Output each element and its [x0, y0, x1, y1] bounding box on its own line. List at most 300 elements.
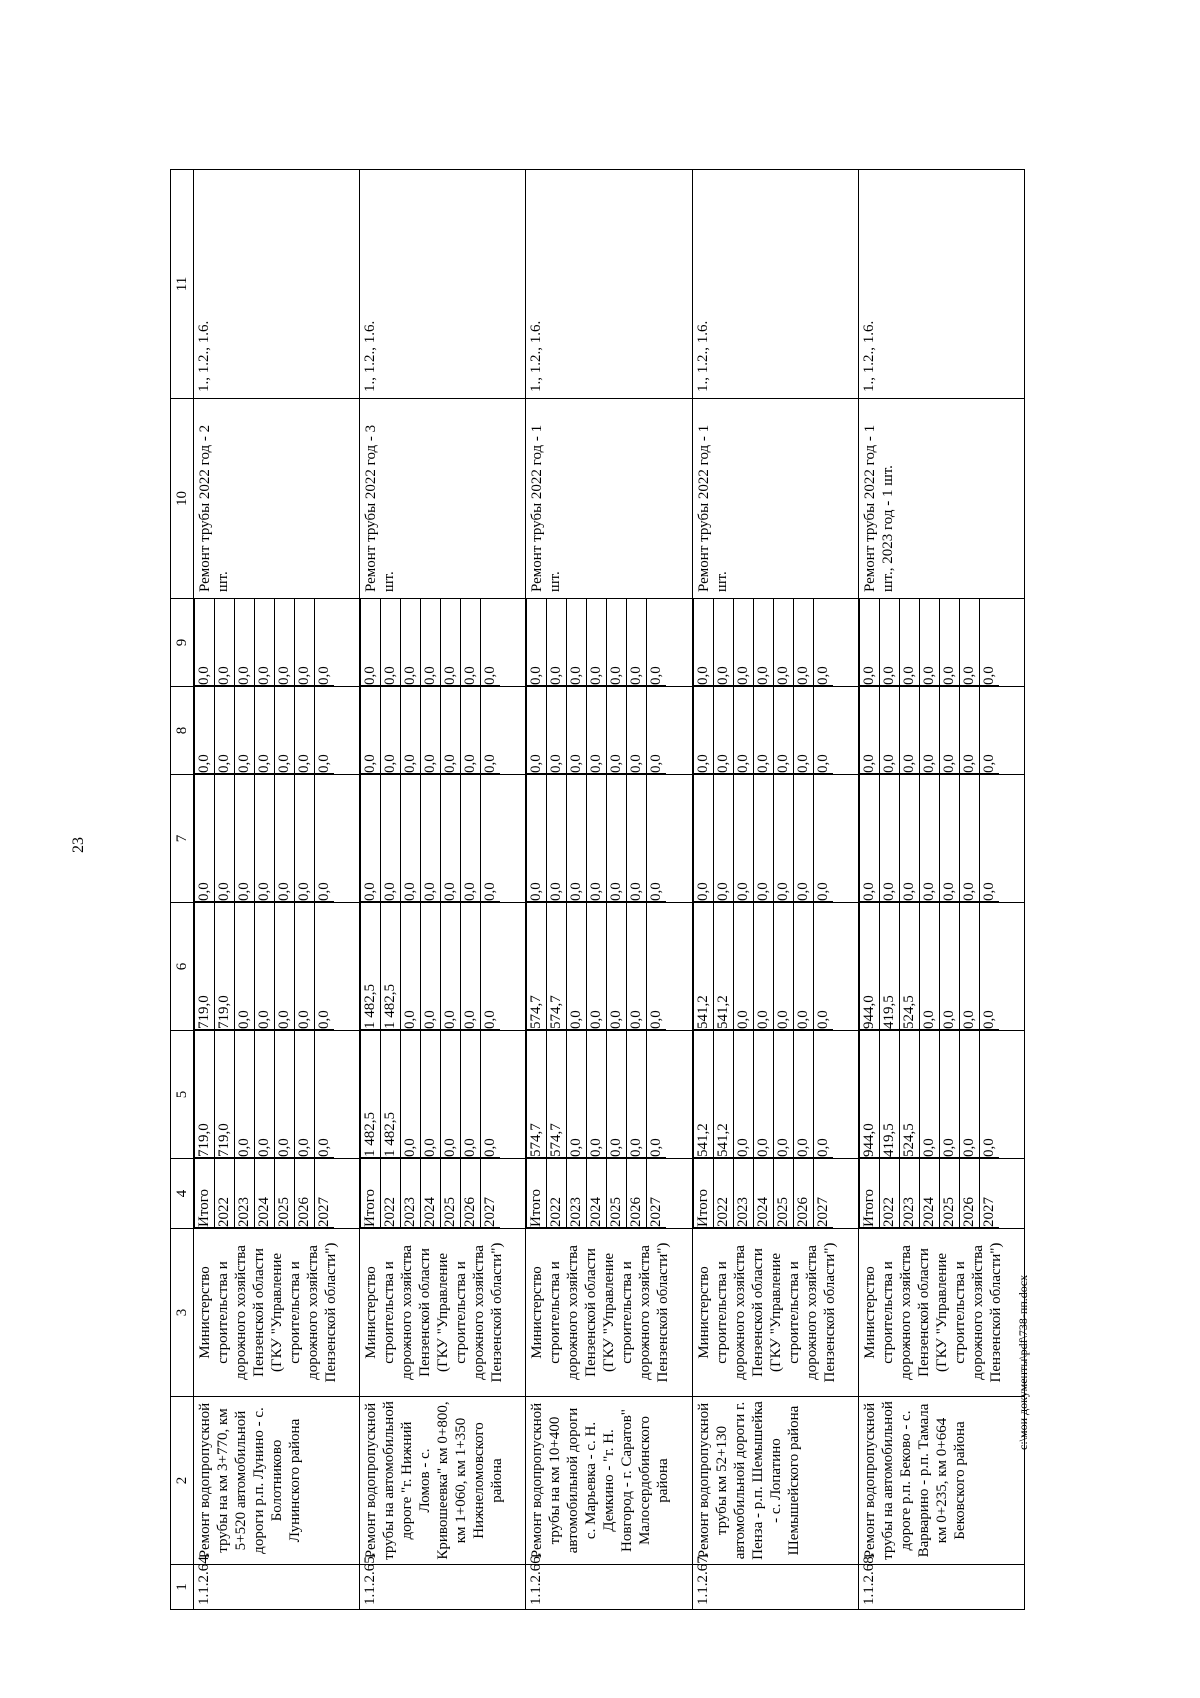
- value-cell: 1 482,5: [361, 903, 381, 1030]
- value-row: [315, 687, 335, 774]
- value-cell: 0,0: [647, 599, 667, 686]
- value-row: [461, 599, 481, 686]
- executor: Министерство строительства и дорожного хозяйства Пензенской области (ГКУ "Управление строительства и дорожного хозяйства Пензенской области"): [692, 1229, 858, 1397]
- value-cell: 0,0: [607, 775, 627, 902]
- value-row: [859, 1031, 879, 1158]
- value-cell: 0,0: [255, 1031, 275, 1158]
- value-cell: 2023: [567, 1159, 587, 1228]
- value-cell: 0,0: [979, 1031, 999, 1158]
- value-row: [421, 1031, 441, 1158]
- value-cell: 0,0: [587, 1031, 607, 1158]
- expected-result: Ремонт трубы 2022 год - 1 шт.: [692, 399, 858, 599]
- value-row: [215, 775, 235, 902]
- column-header-3: 3: [171, 1229, 194, 1397]
- values-c6: [858, 903, 1024, 1031]
- value-row: [607, 1031, 627, 1158]
- table-row: [858, 170, 1024, 1610]
- value-row: [793, 1031, 813, 1158]
- value-row: [481, 599, 501, 686]
- column-header-6: 6: [171, 903, 194, 1031]
- value-cell: 0,0: [255, 903, 275, 1030]
- value-cell: 0,0: [899, 687, 919, 774]
- value-row: [979, 687, 999, 774]
- value-row: [879, 599, 899, 686]
- value-row: [481, 1031, 501, 1158]
- values-list-c7: [859, 775, 999, 902]
- value-row: [547, 687, 567, 774]
- values-list-c6: [526, 903, 666, 1030]
- value-row: [461, 775, 481, 902]
- value-cell: 0,0: [255, 687, 275, 774]
- value-cell: 0,0: [693, 599, 713, 686]
- value-row: [567, 599, 587, 686]
- value-cell: 0,0: [607, 1031, 627, 1158]
- value-row: [959, 775, 979, 902]
- value-cell: 0,0: [713, 599, 733, 686]
- value-cell: 0,0: [733, 687, 753, 774]
- executor: Министерство строительства и дорожного хозяйства Пензенской области (ГКУ "Управление строительства и дорожного хозяйства Пензенской области"): [526, 1229, 692, 1397]
- value-cell: 0,0: [441, 903, 461, 1030]
- event-name: Ремонт водопропускной трубы на автомобильной дороге "г. Нижний Ломов - с. Кривошеевка" км 0+800, км 1+060, км 1+350 Нижнеломовского района: [360, 1397, 526, 1565]
- values-c9: [858, 599, 1024, 687]
- row-number: 1.1.2.65.: [360, 1565, 526, 1610]
- value-row: [215, 1031, 235, 1158]
- values-c9: [692, 599, 858, 687]
- value-row: [235, 1159, 255, 1228]
- indicators: 1., 1.2., 1.6.: [194, 170, 360, 399]
- value-row: [607, 599, 627, 686]
- value-cell: 2027: [813, 1159, 833, 1228]
- value-cell: 0,0: [547, 775, 567, 902]
- value-cell: 0,0: [295, 687, 315, 774]
- value-cell: 0,0: [753, 775, 773, 902]
- value-cell: 719,0: [195, 903, 215, 1030]
- value-row: [215, 1159, 235, 1228]
- value-row: [481, 903, 501, 1030]
- value-cell: 1 482,5: [381, 903, 401, 1030]
- value-row: [361, 1031, 381, 1158]
- value-cell: 0,0: [793, 1031, 813, 1158]
- value-cell: 2025: [441, 1159, 461, 1228]
- value-row: [959, 687, 979, 774]
- value-cell: 574,7: [547, 903, 567, 1030]
- value-cell: 0,0: [693, 775, 713, 902]
- value-cell: 0,0: [215, 687, 235, 774]
- value-row: [627, 599, 647, 686]
- value-cell: 541,2: [693, 903, 713, 1030]
- value-row: [753, 775, 773, 902]
- value-cell: 0,0: [275, 687, 295, 774]
- values-list-c8: [693, 687, 833, 774]
- value-row: [647, 775, 667, 902]
- value-cell: 0,0: [215, 775, 235, 902]
- value-row: [275, 687, 295, 774]
- value-row: [607, 1159, 627, 1228]
- value-row: [713, 1159, 733, 1228]
- value-cell: 524,5: [899, 1031, 919, 1158]
- value-row: [879, 687, 899, 774]
- value-cell: 0,0: [295, 903, 315, 1030]
- values-c7: [360, 775, 526, 903]
- value-row: [879, 1031, 899, 1158]
- value-row: [899, 775, 919, 902]
- value-row: [647, 903, 667, 1030]
- value-cell: 0,0: [567, 1031, 587, 1158]
- values-list-c8: [360, 687, 500, 774]
- value-row: [713, 599, 733, 686]
- value-row: [567, 687, 587, 774]
- value-row: [793, 599, 813, 686]
- value-row: [441, 903, 461, 1030]
- value-cell: 2026: [959, 1159, 979, 1228]
- footer-file-path: c:\мои документы\pdf\738-пп.docx: [1016, 1274, 1030, 1450]
- value-cell: 0,0: [567, 599, 587, 686]
- value-cell: 0,0: [235, 599, 255, 686]
- value-row: [713, 903, 733, 1030]
- value-cell: 419,5: [879, 1031, 899, 1158]
- value-row: [627, 903, 647, 1030]
- column-header-8: 8: [171, 687, 194, 775]
- value-row: [315, 1031, 335, 1158]
- value-row: [979, 903, 999, 1030]
- value-cell: 0,0: [401, 775, 421, 902]
- value-cell: 0,0: [879, 599, 899, 686]
- value-cell: 0,0: [959, 599, 979, 686]
- value-row: [315, 1159, 335, 1228]
- value-row: [959, 599, 979, 686]
- value-row: [361, 599, 381, 686]
- value-cell: 0,0: [421, 903, 441, 1030]
- value-cell: 0,0: [959, 903, 979, 1030]
- values-c5: [858, 1031, 1024, 1159]
- value-row: [813, 775, 833, 902]
- value-row: [793, 1159, 813, 1228]
- values-list-c5: [859, 1031, 999, 1158]
- value-row: [381, 687, 401, 774]
- table-row: [194, 170, 360, 1610]
- value-row: [939, 903, 959, 1030]
- value-row: [813, 687, 833, 774]
- value-cell: 719,0: [215, 1031, 235, 1158]
- value-row: [421, 903, 441, 1030]
- expected-result: Ремонт трубы 2022 год - 2 шт.: [194, 399, 360, 599]
- value-cell: 0,0: [315, 687, 335, 774]
- value-cell: 0,0: [421, 1031, 441, 1158]
- value-row: [421, 687, 441, 774]
- value-cell: 2024: [587, 1159, 607, 1228]
- value-row: [255, 775, 275, 902]
- value-cell: 0,0: [793, 599, 813, 686]
- value-cell: 0,0: [255, 775, 275, 902]
- program-table: [170, 169, 1025, 1610]
- value-cell: 0,0: [441, 687, 461, 774]
- value-cell: 0,0: [647, 687, 667, 774]
- value-cell: 0,0: [401, 599, 421, 686]
- values-c8: [692, 687, 858, 775]
- value-row: [813, 1031, 833, 1158]
- value-cell: 2024: [919, 1159, 939, 1228]
- value-row: [859, 599, 879, 686]
- value-cell: 0,0: [647, 903, 667, 1030]
- value-row: [255, 599, 275, 686]
- value-cell: 0,0: [361, 599, 381, 686]
- value-row: [235, 599, 255, 686]
- value-cell: 0,0: [315, 775, 335, 902]
- table-body: [194, 170, 1025, 1610]
- value-row: [627, 1031, 647, 1158]
- value-cell: 0,0: [421, 775, 441, 902]
- value-cell: 0,0: [587, 599, 607, 686]
- value-row: [361, 775, 381, 902]
- value-cell: 0,0: [195, 599, 215, 686]
- value-cell: 0,0: [733, 903, 753, 1030]
- value-row: [527, 599, 547, 686]
- value-cell: 2023: [899, 1159, 919, 1228]
- value-row: [919, 599, 939, 686]
- value-cell: 0,0: [421, 599, 441, 686]
- value-cell: 0,0: [195, 687, 215, 774]
- value-row: [627, 687, 647, 774]
- value-cell: 0,0: [421, 687, 441, 774]
- value-row: [295, 687, 315, 774]
- value-cell: 0,0: [315, 1031, 335, 1158]
- event-name: Ремонт водопропускной трубы на км 10+400 автомобильной дороги с. Марьевка - с. Н. Демкино - "г. Н. Новгород - г. Саратов" Малосердобинского района: [526, 1397, 692, 1565]
- value-cell: 0,0: [361, 775, 381, 902]
- value-cell: 0,0: [275, 1031, 295, 1158]
- value-cell: 0,0: [235, 687, 255, 774]
- value-cell: 944,0: [859, 903, 879, 1030]
- value-cell: 0,0: [275, 903, 295, 1030]
- value-row: [381, 775, 401, 902]
- value-cell: 0,0: [481, 903, 501, 1030]
- value-cell: 0,0: [481, 599, 501, 686]
- value-cell: 0,0: [733, 599, 753, 686]
- table-row: [360, 170, 526, 1610]
- values-list-c9: [360, 599, 500, 686]
- value-cell: 2022: [879, 1159, 899, 1228]
- value-cell: Итого: [195, 1159, 215, 1228]
- value-cell: 0,0: [793, 687, 813, 774]
- value-row: [713, 1031, 733, 1158]
- value-cell: 2026: [627, 1159, 647, 1228]
- value-row: [693, 687, 713, 774]
- value-row: [587, 903, 607, 1030]
- values-list-c6: [859, 903, 999, 1030]
- value-row: [647, 1031, 667, 1158]
- value-cell: 541,2: [713, 903, 733, 1030]
- column-header-1: 1: [171, 1565, 194, 1610]
- value-row: [899, 903, 919, 1030]
- value-row: [195, 903, 215, 1030]
- expected-result: Ремонт трубы 2022 год - 3 шт.: [360, 399, 526, 599]
- value-cell: 0,0: [527, 687, 547, 774]
- value-cell: 0,0: [235, 1031, 255, 1158]
- value-row: [195, 599, 215, 686]
- indicators: 1., 1.2., 1.6.: [858, 170, 1024, 399]
- values-list-c9: [693, 599, 833, 686]
- values-list-c9: [526, 599, 666, 686]
- column-header-9: 9: [171, 599, 194, 687]
- value-cell: 0,0: [567, 903, 587, 1030]
- value-row: [959, 1031, 979, 1158]
- value-row: [527, 903, 547, 1030]
- values-list-c8: [526, 687, 666, 774]
- value-row: [587, 687, 607, 774]
- values-list-c7: [526, 775, 666, 902]
- values-list-c8: [194, 687, 334, 774]
- value-row: [547, 775, 567, 902]
- value-cell: 0,0: [587, 687, 607, 774]
- value-cell: 0,0: [959, 775, 979, 902]
- value-row: [441, 687, 461, 774]
- value-cell: 0,0: [607, 903, 627, 1030]
- value-row: [939, 775, 959, 902]
- value-row: [859, 775, 879, 902]
- values-c8: [194, 687, 360, 775]
- value-cell: 0,0: [481, 1031, 501, 1158]
- value-row: [295, 1159, 315, 1228]
- values-c7: [692, 775, 858, 903]
- value-cell: 2023: [235, 1159, 255, 1228]
- value-cell: 2027: [315, 1159, 335, 1228]
- value-row: [733, 775, 753, 902]
- value-cell: 2027: [647, 1159, 667, 1228]
- values-c6: [526, 903, 692, 1031]
- value-row: [215, 903, 235, 1030]
- value-cell: 0,0: [527, 775, 547, 902]
- value-row: [195, 1031, 215, 1158]
- value-row: [361, 903, 381, 1030]
- values-years: [692, 1159, 858, 1229]
- value-row: [255, 1159, 275, 1228]
- value-cell: 0,0: [547, 599, 567, 686]
- executor: Министерство строительства и дорожного хозяйства Пензенской области (ГКУ "Управление строительства и дорожного хозяйства Пензенской области"): [360, 1229, 526, 1397]
- value-row: [753, 599, 773, 686]
- values-list-c6: [360, 903, 500, 1030]
- column-header-4: 4: [171, 1159, 194, 1229]
- value-row: [401, 775, 421, 902]
- value-cell: 0,0: [753, 903, 773, 1030]
- value-row: [813, 1159, 833, 1228]
- value-row: [361, 687, 381, 774]
- value-cell: 0,0: [481, 775, 501, 902]
- value-row: [401, 1159, 421, 1228]
- values-c9: [360, 599, 526, 687]
- value-cell: 2022: [215, 1159, 235, 1228]
- value-cell: 0,0: [381, 687, 401, 774]
- value-row: [461, 903, 481, 1030]
- values-c6: [360, 903, 526, 1031]
- value-cell: 0,0: [773, 1031, 793, 1158]
- value-row: [315, 903, 335, 1030]
- value-cell: 0,0: [939, 599, 959, 686]
- value-row: [195, 1159, 215, 1228]
- value-row: [441, 1159, 461, 1228]
- value-row: [733, 903, 753, 1030]
- value-row: [693, 1031, 713, 1158]
- value-row: [421, 1159, 441, 1228]
- value-row: [547, 1159, 567, 1228]
- value-cell: 0,0: [859, 599, 879, 686]
- value-cell: 719,0: [215, 903, 235, 1030]
- value-cell: 0,0: [461, 1031, 481, 1158]
- value-cell: 0,0: [627, 903, 647, 1030]
- values-years: [526, 1159, 692, 1229]
- value-cell: 0,0: [607, 687, 627, 774]
- value-row: [195, 687, 215, 774]
- value-row: [547, 903, 567, 1030]
- value-cell: 0,0: [773, 775, 793, 902]
- values-list-c5: [693, 1031, 833, 1158]
- value-row: [421, 775, 441, 902]
- value-cell: 0,0: [979, 687, 999, 774]
- value-cell: Итого: [527, 1159, 547, 1228]
- value-row: [793, 903, 813, 1030]
- value-cell: 2022: [713, 1159, 733, 1228]
- value-cell: 0,0: [919, 687, 939, 774]
- executor: Министерство строительства и дорожного хозяйства Пензенской области (ГКУ "Управление строительства и дорожного хозяйства Пензенской области"): [858, 1229, 1024, 1397]
- value-row: [441, 775, 461, 902]
- value-cell: 0,0: [813, 775, 833, 902]
- value-row: [693, 599, 713, 686]
- value-row: [275, 1159, 295, 1228]
- value-row: [647, 1159, 667, 1228]
- value-cell: 0,0: [401, 687, 421, 774]
- values-list-years: [693, 1159, 833, 1228]
- indicators: 1., 1.2., 1.6.: [692, 170, 858, 399]
- value-row: [859, 687, 879, 774]
- value-row: [793, 687, 813, 774]
- value-row: [899, 599, 919, 686]
- value-cell: Итого: [361, 1159, 381, 1228]
- value-cell: 2025: [773, 1159, 793, 1228]
- value-cell: 2025: [275, 1159, 295, 1228]
- value-cell: 0,0: [295, 775, 315, 902]
- event-name: Ремонт водопропускной трубы на км 3+770, км 5+520 автомобильной дороги р.п. Лунино - с. Болотниково Лунинского района: [194, 1397, 360, 1565]
- value-row: [381, 599, 401, 686]
- value-row: [959, 1159, 979, 1228]
- value-row: [315, 599, 335, 686]
- value-cell: 0,0: [899, 775, 919, 902]
- value-row: [607, 687, 627, 774]
- value-row: [919, 687, 939, 774]
- values-list-years: [360, 1159, 500, 1228]
- values-years: [194, 1159, 360, 1229]
- value-row: [899, 1031, 919, 1158]
- value-row: [421, 599, 441, 686]
- value-row: [461, 687, 481, 774]
- value-cell: 0,0: [919, 903, 939, 1030]
- values-c8: [360, 687, 526, 775]
- value-cell: 0,0: [627, 775, 647, 902]
- value-row: [693, 775, 713, 902]
- value-row: [647, 687, 667, 774]
- value-row: [295, 775, 315, 902]
- value-cell: 0,0: [627, 687, 647, 774]
- value-cell: 0,0: [813, 599, 833, 686]
- table-row: [692, 170, 858, 1610]
- values-c5: [692, 1031, 858, 1159]
- value-cell: 0,0: [859, 775, 879, 902]
- value-cell: 2026: [793, 1159, 813, 1228]
- value-row: [693, 903, 713, 1030]
- value-row: [627, 1159, 647, 1228]
- value-cell: 0,0: [753, 599, 773, 686]
- values-list-c6: [194, 903, 334, 1030]
- value-cell: 1 482,5: [381, 1031, 401, 1158]
- value-cell: 0,0: [361, 687, 381, 774]
- value-cell: 574,7: [547, 1031, 567, 1158]
